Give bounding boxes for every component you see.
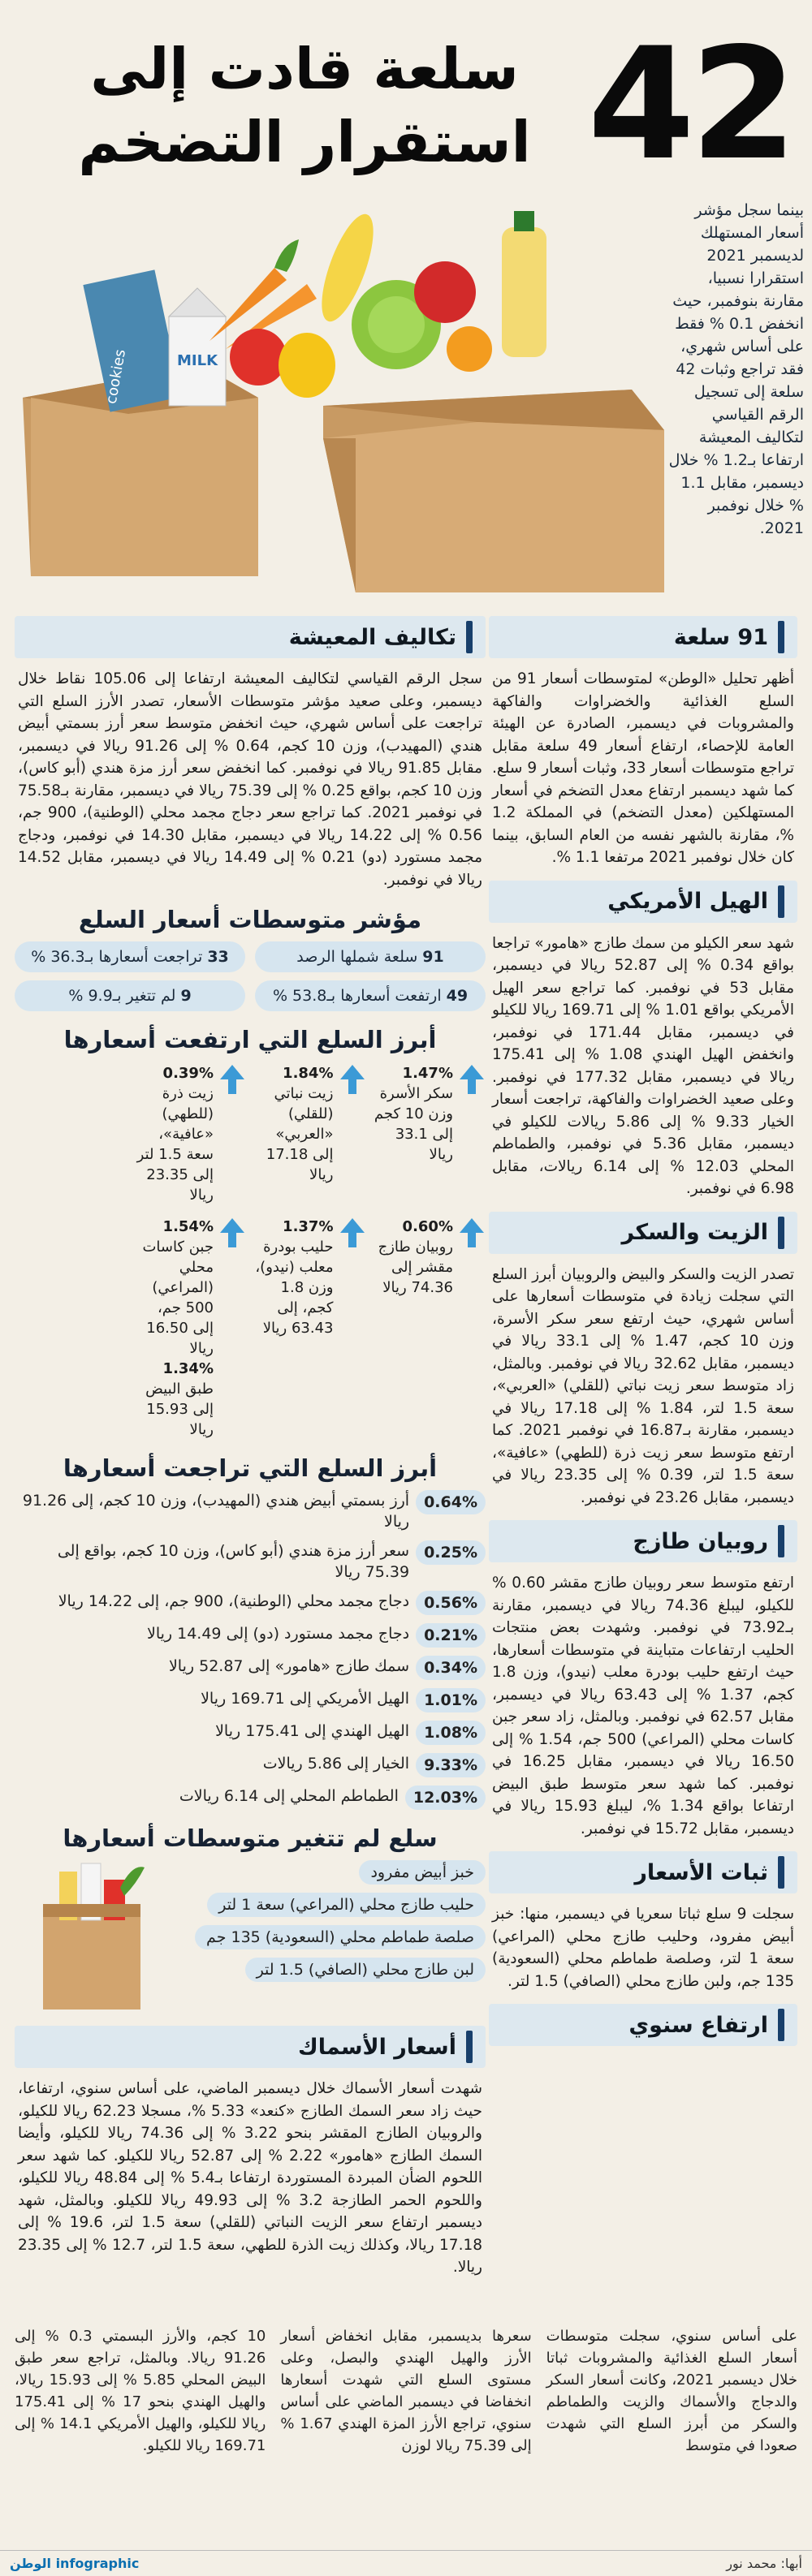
rise-title: أبرز السلع التي ارتفعت أسعارها [63,1026,437,1053]
rise-pct: 0.39% [162,1065,214,1082]
footer-brand: الوطن infographic [10,2556,140,2571]
cookies-label: cookies [102,347,130,406]
rise-text: سكر الأسرة وزن 10 كجم إلى 33.1 ريالا [374,1085,453,1163]
section-text-shrimp: ارتفع متوسط سعر روبيان طازج مقشر 0.60 % للكيلو، ليبلغ 74.36 ريالا في ديسمبر، مقارنة بـ73.92 في نوفمبر. وشهدت بعض منتجات الحليب ارتفاعات متباينة في متوسطات أسعارها، حيث ارتفع حليب بودرة معلب (نيدو)، وزن 1.8 كجم، 1.37 % إلى 63.43 ريالا في ديسمبر، مقابل 62.57 في نوفمبر. وبالمثل، زاد سعر جبن كاسات محلي (المراعي) 500 جم، 1.54 % إلى 16.50 ريالا في ديسمبر، مقابل 16.25 في نوفمبر. كما شهد سعر متوسط طبق البيض ارتفاعا بواقع 1.34 %، ليبلغ 15.93 ريالا في ديسمبر، مقابل 15.72 في نوفمبر. [492,1574,795,1837]
stat-label: ارتفعت أسعارها بـ53.8 % [272,987,442,1005]
stats-grid [15,941,486,1011]
fall-text: الهيل الأمريكي إلى 169.71 ريالا [201,1690,410,1708]
rise-pct: 1.54% [162,1218,214,1235]
annual-text [15,2325,797,2457]
fall-pct: 1.08% [416,1721,486,1745]
section-text-hail: شهد سعر الكيلو من سمك طازج «هامور» تراجعا بواقع 0.34 % إلى 52.87 ريالا في ديسمبر، مقابل 53 في نوفمبر. كما تراجع سعر الهيل الأمريكي بواقع 1.01 % إلى 169.71 ريالا للكيلو في ديسمبر، مقابل 171.44 في نوفمبر، وانخفض الهيل الهندي 1.08 % إلى 175.41 ريالا في ديسمبر، مقابل 177.32 في نوفمبر. وعلى صعيد الخضراوات والفاكهة، تراجعت أسعار الخيار 9.33 % إلى 5.86 ريالات للكيلو في ديسمبر، مقابل 5.36 في نوفمبر، والطماطم المحلي 12.03 % إلى 6.14 ريالات، مقابل 6.98 في نوفمبر. [492,934,795,1197]
rise-pct: 1.84% [283,1065,334,1082]
rise-item [374,1217,486,1440]
hero-big-number: 42 [587,15,793,194]
stat-number: 33 [207,948,229,966]
fall-item [15,1591,486,1615]
arrow-up-icon [339,1217,366,1249]
section-header-cost [15,616,486,658]
fall-pct: 0.64% [416,1490,486,1514]
stat-pill [255,941,486,972]
stable-item: خبز أبيض مفرود [359,1860,486,1885]
section-text-oil: تصدر الزيت والسكر والبيض والروبيان أبرز السلع التي سجلت زيادة في متوسطات أسعارها على أساس شهري، حيث ارتفع سعر سكر الأسرة، وزن 10 كجم، 1.47 % إلى 33.1 ريالا في ديسمبر، مقابل 32.62 ريالا في نوفمبر. وبالمثل، زاد متوسط سعر زيت نباتي (للقلي) «العربي»، سعة 1.5 لتر، 1.84 % إلى 17.18 ريالا في ديسمبر، مقارنة بـ16.87 في نوفمبر 2021. كما ارتفع متوسط سعر زيت ذرة (للطهي) «عافية»، سعة 1.5 لتر، 0.39 % إلى 23.35 ريالا في ديسمبر، مقابل 23.26 في نوفمبر. [492,1265,794,1506]
section-title-hail: الهيل الأمريكي [607,889,768,914]
rise-text: حليب بودرة معلب (نيدو)، وزن 1.8 كجم، إلى 63.43 ريالا [255,1238,334,1337]
fall-item [15,1786,486,1810]
stat-label: تراجعت أسعارها بـ36.3 % [31,948,203,966]
section-title-annual: ارتفاع سنوي [628,2012,768,2038]
stat-number: 9 [180,987,192,1005]
section-text-stable: سجلت 9 سلع ثباتا سعريا في ديسمبر، منها: خبز أبيض مفرود، وحليب طازج محلي (المراعي) سعة 1 لتر، وصلصة طماطم محلي (السعودية) 135 جم، ولبن طازج محلي (الصافي) 1.5 لتر. [492,1906,794,1990]
fall-text: الخيار إلى 5.86 ريالات [262,1755,410,1773]
stable-item: صلصة طماطم محلي (السعودية) 135 جم [195,1925,486,1949]
rise-text: زيت نباتي (للقلي) «العربي» إلى 17.18 ريالا [266,1085,334,1183]
hero-title [41,32,568,179]
hero-title-line2: استقرار التضخم [78,109,531,175]
stat-pill [15,980,245,1011]
rise-item [135,1217,247,1440]
section-title-stable: ثبات الأسعار [634,1859,768,1885]
section-header-fish [15,2026,486,2068]
arrow-up-icon [458,1217,486,1249]
fall-title: أبرز السلع التي تراجعت أسعارها [63,1454,438,1482]
arrow-up-icon [218,1063,246,1096]
arrow-up-icon [218,1217,246,1249]
rise-text: جبن كاسات محلي (المراعي) 500 جم، إلى 16.50 ريالا [142,1238,214,1357]
stat-number: 91 [422,948,444,966]
header-bar [778,1856,784,1889]
rise-pct: 1.47% [402,1065,453,1082]
rise-item [254,1217,366,1440]
stable-item: لبن طازج محلي (الصافي) 1.5 لتر [245,1958,486,1982]
fall-pct: 9.33% [416,1753,486,1777]
fall-item [15,1623,486,1648]
fall-pct: 0.34% [416,1656,486,1680]
annual-text-col2: سعرها بديسمبر، مقابل انخفاض أسعار الأرز والهيل الهندي والبصل، وعلى مستوى السلع التي شهدت أسعارها انخفاضا في ديسمبر الماضي على أساس سنوي، تراجع الأرز المزة الهندي 1.67 % إلى 75.39 ريالا لوزن [280,2328,532,2454]
section-title-fish: أسعار الأسماك [297,2034,456,2060]
stat-label: لم تتغير بـ9.9 % [68,987,176,1005]
fall-item [15,1688,486,1712]
section-title-91: 91 سلعة [673,624,768,650]
rise-item [374,1063,486,1205]
stable-box [15,1860,486,2014]
section-text-91: أظهر تحليل «الوطن» لمتوسطات أسعار 91 من السلع الغذائية والخضراوات والفاكهة والمشروبات في ديسمبر، الصادرة عن الهيئة العامة للإحصاء، ارتفاع أسعار 49 سلعة مقابل تراجع متوسطات أسعار 33، وثبات أسعار 9 سلع. كما شهد ديسمبر ارتفاع معدل التضخم في أسعار المستهلكين (معدل التضخم) في المملكة 1.2 %، مقارنة بالشهر نفسه من العام السابق، بينما كان خلال نوفمبر 2021 مرتفعا 1.1 %. [492,670,795,866]
stable-title: سلع لم تتغير متوسطات أسعارها [63,1824,438,1852]
left-column [15,605,486,2279]
rise-pct: 1.37% [283,1218,334,1235]
stat-pill [255,980,486,1011]
fall-text: دجاج مجمد مستورد (دو) إلى 14.49 ريالا [146,1625,410,1643]
fall-pct: 0.56% [416,1591,486,1615]
stat-pill [15,941,245,972]
fall-pct: 1.01% [416,1688,486,1712]
stable-list [161,1860,486,1990]
annual-text-col3: 10 كجم، والأرز البسمتي 0.3 % إلى 91.26 ريالا. وبالمثل، تراجع سعر طبق البيض المحلي 5.85 % إلى 15.93 ريالا، والهيل الهندي بنحو 17 % إلى 175.41 ريالا للكيلو، والهيل الأمريكي 14.1 % إلى 169.71 ريالا للكيلو. [15,2328,266,2454]
header-bar [778,885,784,918]
fall-text: الطماطم المحلي إلى 6.14 ريالات [179,1787,399,1805]
fall-pct: 12.03% [405,1786,486,1810]
grocery-bag-illustration [31,1855,153,2014]
fall-item [15,1490,486,1532]
header-bar [466,2031,473,2063]
section-header-shrimp [489,1520,797,1562]
hero [0,0,812,601]
section-header-91 [489,616,797,658]
fall-item [15,1721,486,1745]
section-header-annual [489,2004,797,2046]
section-title-shrimp: روبيان طازج [633,1528,768,1554]
stat-number: 49 [446,987,469,1005]
header-bar [778,1525,784,1557]
header-bar [778,1217,784,1249]
fall-text: الهيل الهندي إلى 175.41 ريالا [215,1722,410,1740]
milk-label: MILK [177,352,218,369]
fall-pct: 0.21% [416,1623,486,1648]
rise-text: زيت ذرة (للطهي) «عافية»، سعة 1.5 لتر إلى 23.35 ريالا [136,1085,214,1204]
header-bar [778,621,784,653]
rise-item [254,1063,366,1205]
fall-list [15,1490,486,1810]
rise-pct: 0.60% [402,1218,453,1235]
header-bar [778,2009,784,2041]
section-header-stable [489,1851,797,1893]
hero-title-line1: سلعة قادت إلى [90,36,519,102]
rise-grid [15,1063,486,1440]
fall-item [15,1540,486,1583]
rise-item [135,1063,247,1205]
footer-credit: أبها: محمد نور [726,2556,802,2571]
fall-text: سعر أرز مزة هندي (أبو كاس)، وزن 10 كجم، بواقع إلى 75.39 ريالا [57,1542,410,1581]
fall-item [15,1656,486,1680]
stable-item: حليب طازج محلي (المراعي) سعة 1 لتر [207,1893,486,1917]
section-title-oil: الزيت والسكر [621,1220,768,1245]
section-title-cost: تكاليف المعيشة [288,624,456,650]
section-header-oil [489,1212,797,1254]
avg-index-title: مؤشر متوسطات أسعار السلع [78,906,422,933]
fall-text: سمك طازج «هامور» إلى 52.87 ريالا [168,1657,410,1675]
section-text-fish: شهدت أسعار الأسماك خلال ديسمبر الماضي، على أساس سنوي، ارتفاعا، حيث زاد سعر السمك الطازج «كنعد» 5.33 %، مسجلا 62.23 ريالا للكيلو، والروبيان الطازج المقشر بنحو 3.22 % إلى 74.36 ريالا للكيلو، وأيضا السمك الطازج «هامور» 2.22 % إلى 52.87 ريالا للكيلو. كما شهد سعر اللحوم الضأن المبردة المستوردة ارتفاعا بـ5.4 % إلى 48.84 ريالا للكيلو، واللحوم الحمر الطازجة 3.2 % إلى 49.93 ريالا للكيلو. وبالمثل، شهد ديسمبر ارتفاع سعر الزيت النباتي (للقلي) سعة 1.5 لتر، 19.6 % إلى 17.18 ريالا، وكذلك زيت الذرة للطهي، سعة 1.5 لتر، 12.7 % إلى 23.35 ريالا. [18,2080,483,2276]
annual-text-col1: على أساس سنوي، سجلت متوسطات أسعار السلع الغذائية والمشروبات ثباتا خلال ديسمبر 2021، وكانت أسعار السكر والدجاج والأسماك والزيت والطماطم والسكر من أبرز السلع التي شهدت صعودا في متوسط [546,2328,797,2454]
rise-text: طبق البيض إلى 15.93 ريالا [145,1381,214,1438]
arrow-up-icon [339,1063,366,1096]
section-text-cost: سجل الرقم القياسي لتكاليف المعيشة ارتفاعا إلى 105.06 نقاط خلال ديسمبر، وعلى صعيد مؤشر متوسطات الأسعار، تصدر الأرز السلع التي تراجعت على أساس شهري، حيث انخفض متوسط سعر أرز بسمتي أبيض هندي (المهيدب)، وزن 10 كجم، 0.64 % إلى 91.26 ريالا في ديسمبر، مقابل 91.85 ريالا في نوفمبر. كما انخفض سعر أرز مزة هندي (أبو كاس)، وزن 10 كجم، بواقع 0.25 % إلى 75.39 ريالا في ديسمبر، مقارنة بـ75.58 في نوفمبر 2021. كما تراجع سعر دجاج مجمد محلي (الوطنية)، 900 جم، 0.56 % إلى 14.22 ريالا في ديسمبر، مقابل 14.30 في نوفمبر، ودجاج مجمد مستورد (دو) 0.21 % إلى 14.49 ريالا في ديسمبر، مقابل 14.52 ريالا في نوفمبر. [18,670,483,889]
rise-item-empty [15,1063,127,1205]
fall-text: أرز بسمتي أبيض هندي (المهيدب)، وزن 10 كجم، إلى 91.26 ريالا [22,1492,410,1531]
footer [0,2550,812,2576]
section-header-hail [489,881,797,923]
fall-item [15,1753,486,1777]
hero-intro: بينما سجل مؤشر أسعار المستهلك لديسمبر 2021 استقرارا نسبيا، مقارنة بنوفمبر، حيث انخفض 0.1 % فقط على أساس شهري، فقد تراجع وثبات 42 سلعة إلى تسجيل الرقم القياسي لتكاليف المعيشة ارتفاعا بـ1.2 % خلال ديسمبر، مقابل 1.1 % خلال نوفمبر 2021. [668,201,804,537]
right-column [489,605,797,2056]
fall-text: دجاج مجمد محلي (الوطنية)، 900 جم، إلى 14.22 ريالا [58,1592,410,1610]
rise-pct: 1.34% [162,1360,214,1377]
header-bar [466,621,473,653]
grocery-boxes-illustration [15,195,672,601]
fall-pct: 0.25% [416,1540,486,1565]
rise-text: روبيان طازج مقشر إلى 74.36 ريالا [378,1238,453,1296]
arrow-up-icon [458,1063,486,1096]
stat-label: سلعة شملها الرصد [296,948,418,966]
